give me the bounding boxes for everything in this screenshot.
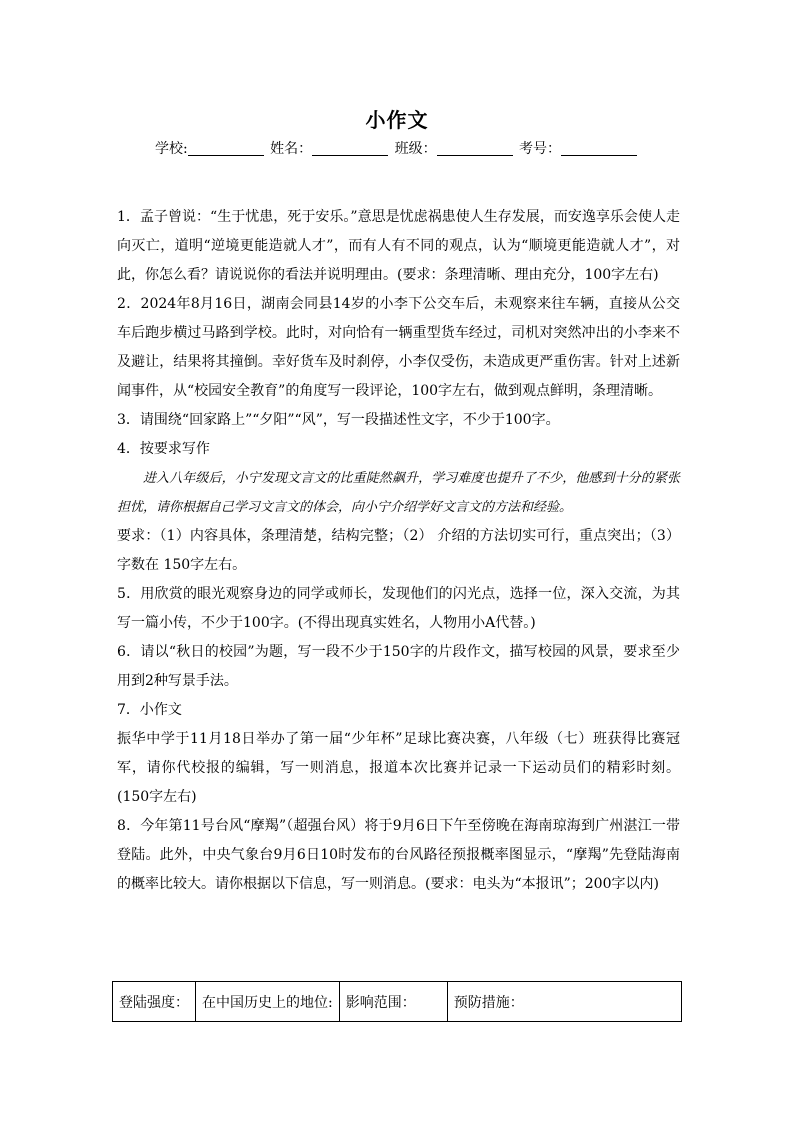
question-4-prompt: 进入八年级后，小宁发现文言文的比重陡然飙升，学习难度也提升了不少，他感到十分的紧张担忧，请你根据自己学习文言文的体会，向小宁介绍学好文言文的方法和经验。 <box>117 471 680 515</box>
name-label: 姓名： <box>270 141 313 157</box>
exam-number-label: 考号： <box>519 141 562 157</box>
question-3: 3．请围绕“回家路上”“夕阳”“风”，写一段描述性文字，不少于100字。 <box>117 412 560 428</box>
questions-body <box>117 203 680 899</box>
question-1: 1．孟子曾说：“生于忧患，死于安乐。”意思是忧虑祸患使人生存发展，而安逸享乐会使人走向灭亡，道明“逆境更能造就人才”，而有人有不同的观点，认为“顺境更能造就人才”，对此，你怎么看？请说说你的看法并说明理由。(要求：条理清晰、理由充分，100字左右) <box>117 209 680 283</box>
question-8: 8．今年第11号台风“摩羯”（超强台风）将于9月6日下午至傍晚在海南琼海到广州湛江一带登陆。此外，中央气象台9月6日10时发布的台风路径预报概率图显示，“摩羯”先登陆海南的概率比较大。请你根据以下信息，写一则消息。(要求：电头为“本报讯”；200字以内) <box>117 818 680 892</box>
question-7-title: 7．小作文 <box>117 702 182 718</box>
class-label: 班级： <box>394 141 437 157</box>
school-blank[interactable] <box>188 141 264 156</box>
school-label: 学校: <box>154 141 188 157</box>
landing-intensity-cell[interactable]: 登陆强度： <box>113 982 196 1022</box>
table-row <box>113 982 682 1022</box>
question-5: 5．用欣赏的眼光观察身边的同学或师长，发现他们的闪光点，选择一位，深入交流，为其写一篇小传，不少于100字。(不得出现真实姓名，人物用小A代替。) <box>117 586 680 631</box>
class-blank[interactable] <box>437 141 513 156</box>
question-4-requirements: 要求：（1）内容具体，条理清楚，结构完整；（2） 介绍的方法切实可行，重点突出；（3）字数在 150字左右。 <box>117 528 680 573</box>
typhoon-info-table <box>112 981 682 1022</box>
historical-status-cell[interactable]: 在中国历史上的地位: <box>196 982 340 1022</box>
question-4-title: 4．按要求写作 <box>117 441 210 457</box>
question-2: 2．2024年8月16日，湖南会同县14岁的小李下公交车后，未观察来往车辆，直接从公交车后跑步横过马路到学校。此时，对向恰有一辆重型货车经过，司机对突然冲出的小李来不及避让，结果将其撞倒。幸好货车及时刹停，小李仅受伤，未造成更严重伤害。针对上述新闻事件，从“校园安全教育”的角度写一段评论，100字左右，做到观点鲜明，条理清晰。 <box>117 296 680 399</box>
question-6: 6．请以“秋日的校园”为题，写一段不少于150字的片段作文，描写校园的风景，要求至少用到2种写景手法。 <box>117 644 680 689</box>
question-7-prompt: 振华中学于11月18日举办了第一届“少年杯”足球比赛决赛，八年级（七）班获得比赛冠军，请你代校报的编辑，写一则消息，报道本次比赛并记录一下运动员们的精彩时刻。(150字左右) <box>117 731 680 805</box>
prevention-measures-cell[interactable]: 预防措施： <box>447 982 681 1022</box>
name-blank[interactable] <box>312 141 388 156</box>
exam-number-blank[interactable] <box>561 141 637 156</box>
impact-range-cell[interactable]: 影响范围： <box>339 982 447 1022</box>
page-title: 小作文 <box>365 108 429 132</box>
student-info-line <box>0 138 794 158</box>
